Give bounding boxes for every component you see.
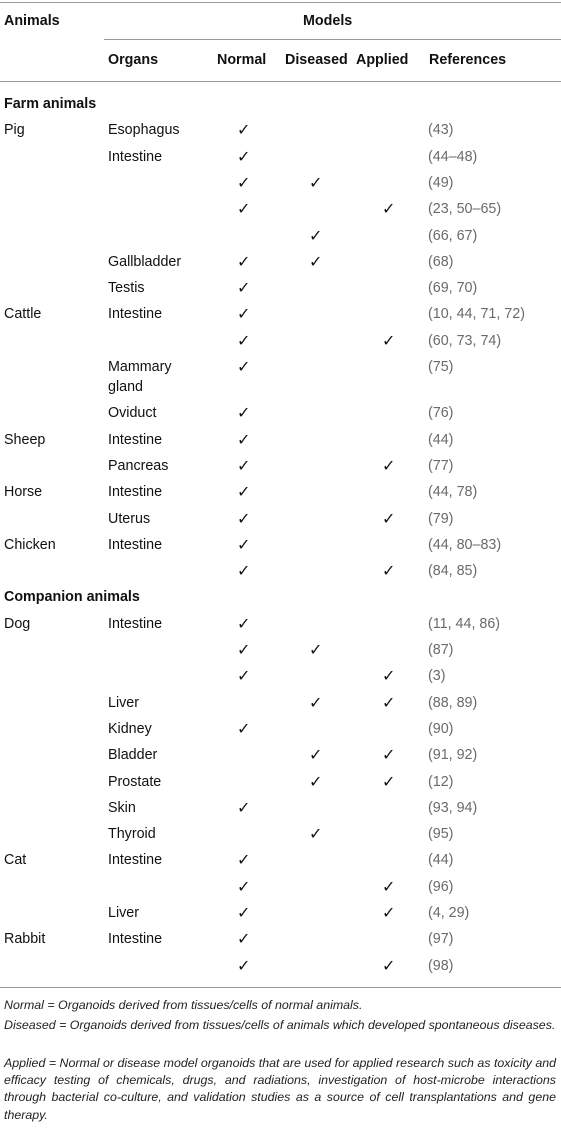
normal-check-icon: ✓ (237, 199, 251, 219)
normal-check-icon: ✓ (237, 146, 251, 166)
normal-check-icon: ✓ (237, 876, 251, 896)
organ-name: Intestine (108, 931, 163, 948)
normal-check-icon: ✓ (237, 613, 251, 633)
diseased-check-icon: ✓ (309, 824, 323, 844)
normal-check-icon: ✓ (237, 955, 251, 975)
header-models: Models (303, 13, 353, 29)
references-cell: (79) (428, 510, 454, 527)
references-cell: (3) (428, 668, 446, 685)
organ-name: Pancreas (108, 457, 169, 474)
references-cell: (43) (428, 122, 454, 139)
diseased-check-icon: ✓ (309, 225, 323, 245)
applied-check-icon: ✓ (382, 561, 396, 581)
diseased-check-icon: ✓ (309, 771, 323, 791)
animal-name: Dog (4, 615, 31, 632)
footnote-term: Applied (4, 1055, 46, 1070)
normal-check-icon: ✓ (237, 482, 251, 502)
diseased-check-icon: ✓ (309, 172, 323, 192)
organ-name: Skin (108, 799, 136, 816)
footnote (4, 997, 556, 1014)
references-cell: (96) (428, 878, 454, 895)
normal-check-icon: ✓ (237, 455, 251, 475)
normal-check-icon: ✓ (237, 278, 251, 298)
references-cell: (87) (428, 642, 454, 658)
organ-name-line2: gland (108, 379, 143, 395)
references-cell: (90) (428, 720, 454, 737)
organ-name: Intestine (108, 484, 163, 501)
references-cell: (91, 92) (428, 747, 478, 764)
organ-name: Intestine (108, 536, 163, 553)
applied-check-icon: ✓ (382, 692, 396, 712)
applied-check-icon: ✓ (382, 876, 396, 896)
normal-check-icon: ✓ (237, 640, 251, 659)
header-organs: Organs (108, 52, 159, 68)
references-cell: (10, 44, 71, 72) (428, 306, 525, 323)
footnote-text: = Organoids derived from tissues/cells of normal animals. (43, 997, 363, 1012)
bottom-rule (0, 987, 561, 988)
normal-check-icon: ✓ (237, 534, 251, 554)
references-cell: (49) (428, 174, 454, 191)
applied-check-icon: ✓ (382, 903, 396, 922)
diseased-check-icon: ✓ (309, 745, 323, 765)
organ-name: Prostate (108, 773, 162, 790)
organ-name: Liver (108, 694, 139, 711)
models-underline (104, 39, 561, 40)
references-cell: (44, 80–83) (428, 536, 502, 553)
animal-name: Cat (4, 852, 27, 869)
applied-check-icon: ✓ (382, 508, 396, 528)
applied-check-icon: ✓ (382, 955, 396, 975)
group-title: Companion animals (4, 589, 140, 606)
diseased-check-icon: ✓ (309, 692, 323, 712)
references-cell: (66, 67) (428, 227, 478, 244)
organ-name: Liver (108, 905, 139, 921)
references-cell: (69, 70) (428, 280, 478, 297)
normal-check-icon: ✓ (237, 508, 251, 528)
references-cell: (4, 29) (428, 905, 470, 921)
normal-check-icon: ✓ (237, 251, 251, 271)
normal-check-icon: ✓ (237, 172, 251, 192)
header-normal: Normal (217, 52, 267, 68)
header-references: References (429, 52, 507, 68)
footnote-text: = Normal or disease model organoids that are used for applied research such as toxicity and efficacy testing of chemicals, drugs, and radiations, investigation of host-microbe interactions through bacterial co-culture, and validation studies as a source of cell transplantations and gene therapy. (4, 1055, 556, 1122)
diseased-check-icon: ✓ (309, 251, 323, 271)
applied-check-icon: ✓ (382, 330, 396, 350)
organ-name: Esophagus (108, 122, 180, 139)
references-cell: (23, 50–65) (428, 201, 502, 218)
references-cell: (44, 78) (428, 484, 478, 501)
header-animals: Animals (4, 13, 60, 29)
references-cell: (77) (428, 457, 454, 474)
organ-name: Thyroid (108, 826, 156, 843)
normal-check-icon: ✓ (237, 403, 251, 423)
normal-check-icon: ✓ (237, 718, 251, 738)
applied-check-icon: ✓ (382, 666, 396, 686)
animal-name: Horse (4, 484, 43, 501)
organ-name: Kidney (108, 720, 152, 737)
animal-name: Pig (4, 122, 25, 139)
group-title: Farm animals (4, 96, 97, 112)
header-bottom-rule (0, 81, 561, 82)
organ-name: Mammary (108, 359, 172, 375)
organ-name: Intestine (108, 431, 163, 448)
organ-name: Oviduct (108, 405, 157, 422)
references-cell: (11, 44, 86) (428, 615, 501, 632)
applied-check-icon: ✓ (382, 455, 396, 475)
applied-check-icon: ✓ (382, 199, 396, 219)
normal-check-icon: ✓ (237, 666, 251, 686)
normal-check-icon: ✓ (237, 120, 251, 140)
top-rule (0, 2, 561, 3)
references-cell: (76) (428, 405, 454, 422)
references-cell: (84, 85) (428, 563, 478, 580)
normal-check-icon: ✓ (237, 330, 251, 350)
normal-check-icon: ✓ (237, 850, 251, 870)
header-applied: Applied (356, 52, 409, 68)
references-cell: (44) (428, 852, 454, 869)
normal-check-icon: ✓ (237, 797, 251, 817)
normal-check-icon: ✓ (237, 304, 251, 324)
references-cell: (88, 89) (428, 694, 478, 711)
footnote-term: Normal (4, 997, 44, 1012)
references-cell: (98) (428, 957, 454, 974)
organ-name: Intestine (108, 306, 163, 323)
organ-name: Intestine (108, 852, 163, 869)
footnote-text: = Organoids derived from tissues/cells of animals which developed spontaneous diseases. (55, 1017, 556, 1032)
references-cell: (97) (428, 931, 454, 948)
references-cell: (75) (428, 359, 454, 375)
diseased-check-icon: ✓ (309, 640, 323, 659)
organ-name: Uterus (108, 510, 151, 527)
applied-check-icon: ✓ (382, 771, 396, 791)
organ-name: Gallbladder (108, 253, 182, 270)
references-cell: (68) (428, 253, 454, 270)
normal-check-icon: ✓ (237, 561, 251, 581)
normal-check-icon: ✓ (237, 929, 251, 949)
organ-name: Testis (108, 280, 145, 297)
footnote-term: Diseased (4, 1017, 56, 1032)
applied-check-icon: ✓ (382, 745, 396, 765)
footnote (4, 1055, 556, 1124)
animal-name: Sheep (4, 431, 46, 448)
normal-check-icon: ✓ (237, 429, 251, 449)
header-diseased: Diseased (285, 52, 348, 68)
organ-name: Intestine (108, 148, 163, 165)
animal-name: Rabbit (4, 931, 46, 948)
references-cell: (93, 94) (428, 799, 478, 816)
organ-name: Intestine (108, 615, 163, 632)
references-cell: (60, 73, 74) (428, 332, 502, 349)
animal-name: Cattle (4, 306, 42, 323)
normal-check-icon: ✓ (237, 357, 251, 376)
organ-name: Bladder (108, 747, 158, 764)
references-cell: (44) (428, 431, 454, 448)
references-cell: (95) (428, 826, 454, 843)
references-cell: (44–48) (428, 148, 478, 165)
footnote (4, 1017, 556, 1034)
normal-check-icon: ✓ (237, 903, 251, 922)
animal-name: Chicken (4, 536, 56, 553)
references-cell: (12) (428, 773, 454, 790)
